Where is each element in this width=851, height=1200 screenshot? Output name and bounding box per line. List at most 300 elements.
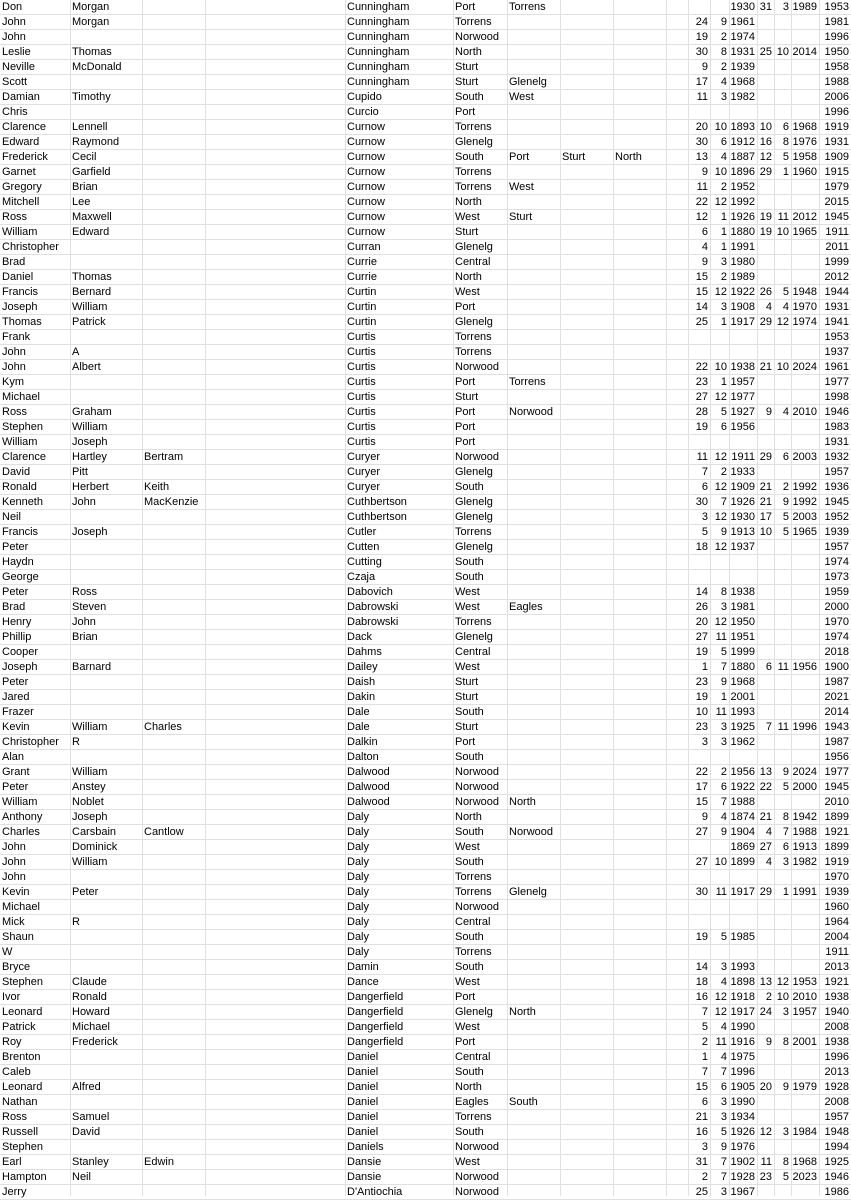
birth-year-cell[interactable]: 1913 — [730, 526, 755, 538]
death-year-cell[interactable] — [791, 630, 819, 645]
club-2-cell[interactable]: Norwood — [509, 406, 554, 418]
death-month-cell[interactable] — [774, 540, 791, 555]
middle-name-cell[interactable]: Alfred — [72, 1081, 101, 1093]
club-3-cell[interactable] — [560, 1020, 613, 1035]
first-name-cell[interactable]: Damian — [2, 91, 40, 103]
club-3-cell[interactable] — [560, 975, 613, 990]
club-4-cell[interactable] — [613, 855, 666, 870]
birth-year-cell[interactable] — [729, 330, 757, 345]
club-3-cell[interactable] — [560, 105, 613, 120]
club-3-cell[interactable] — [560, 45, 613, 60]
death-year-cell[interactable]: 1982 — [792, 856, 817, 868]
first-name-cell[interactable]: Chris — [2, 106, 28, 118]
birth-month-cell[interactable]: 7 — [720, 1171, 727, 1183]
birth-year-cell[interactable]: 1925 — [730, 721, 755, 733]
birth-day-cell[interactable]: 10 — [695, 706, 708, 718]
second-middle-name-cell[interactable]: MacKenzie — [144, 496, 199, 508]
birth-day-cell[interactable]: 23 — [695, 676, 708, 688]
birth-month-cell[interactable]: 10 — [714, 166, 727, 178]
death-month-cell[interactable]: 4 — [782, 406, 789, 418]
debut-year-cell[interactable]: 1956 — [824, 751, 849, 763]
club-1-cell[interactable]: Norwood — [455, 361, 500, 373]
club-3-cell[interactable] — [560, 930, 613, 945]
club-2-cell[interactable] — [507, 330, 560, 345]
birth-month-cell[interactable]: 12 — [714, 541, 727, 553]
death-day-cell[interactable] — [757, 615, 774, 630]
club-1-cell[interactable]: South — [455, 1126, 484, 1138]
first-name-cell[interactable]: Leonard — [2, 1081, 43, 1093]
club-3-cell[interactable] — [560, 675, 613, 690]
surname-cell[interactable]: Curnow — [347, 226, 385, 238]
birth-month-cell[interactable] — [710, 345, 729, 360]
club-4-cell[interactable] — [613, 555, 666, 570]
club-2-cell[interactable] — [507, 615, 560, 630]
club-4-cell[interactable] — [613, 615, 666, 630]
death-day-cell[interactable]: 21 — [759, 496, 772, 508]
birth-month-cell[interactable]: 1 — [720, 211, 727, 223]
club-1-cell[interactable]: Port — [455, 991, 476, 1003]
club-1-cell[interactable]: South — [455, 481, 484, 493]
death-month-cell[interactable]: 11 — [777, 211, 789, 223]
middle-name-cell[interactable]: Albert — [72, 361, 101, 373]
surname-cell[interactable]: Curyer — [347, 466, 381, 478]
club-2-cell[interactable] — [507, 45, 560, 60]
death-day-cell[interactable]: 26 — [759, 286, 772, 298]
death-month-cell[interactable]: 2 — [782, 481, 789, 493]
club-1-cell[interactable]: South — [455, 856, 484, 868]
birth-year-cell[interactable]: 1956 — [730, 421, 755, 433]
club-1-cell[interactable]: Port — [455, 421, 476, 433]
death-year-cell[interactable]: 1965 — [792, 226, 817, 238]
middle-name-cell[interactable] — [70, 675, 142, 690]
club-1-cell[interactable]: Sturt — [455, 721, 479, 733]
club-4-cell[interactable] — [613, 315, 666, 330]
club-2-cell[interactable] — [507, 60, 560, 75]
death-year-cell[interactable] — [791, 915, 819, 930]
birth-year-cell[interactable] — [729, 105, 757, 120]
club-1-cell[interactable]: Torrens — [455, 346, 492, 358]
birth-year-cell[interactable]: 1869 — [730, 841, 755, 853]
birth-day-cell[interactable]: 9 — [701, 61, 708, 73]
first-name-cell[interactable]: Patrick — [2, 1021, 36, 1033]
club-2-cell[interactable] — [507, 225, 560, 240]
death-month-cell[interactable] — [774, 105, 791, 120]
death-year-cell[interactable]: 1991 — [792, 886, 817, 898]
club-1-cell[interactable]: Glenelg — [455, 496, 493, 508]
death-day-cell[interactable] — [757, 600, 774, 615]
club-2-cell[interactable] — [507, 960, 560, 975]
death-year-cell[interactable]: 2010 — [792, 991, 817, 1003]
club-4-cell[interactable] — [613, 390, 666, 405]
birth-month-cell[interactable] — [710, 555, 729, 570]
death-day-cell[interactable]: 7 — [765, 721, 772, 733]
death-month-cell[interactable] — [774, 1020, 791, 1035]
club-3-cell[interactable] — [560, 615, 613, 630]
debut-year-cell[interactable]: 1936 — [824, 481, 849, 493]
surname-cell[interactable]: Dabovich — [347, 586, 393, 598]
club-1-cell[interactable]: Glenelg — [455, 1006, 493, 1018]
debut-year-cell[interactable]: 1953 — [824, 331, 849, 343]
death-year-cell[interactable] — [791, 615, 819, 630]
surname-cell[interactable]: Curcio — [347, 106, 379, 118]
surname-cell[interactable]: Curran — [347, 241, 381, 253]
birth-year-cell[interactable]: 1939 — [730, 61, 755, 73]
club-4-cell[interactable] — [613, 915, 666, 930]
death-day-cell[interactable] — [757, 945, 774, 960]
club-2-cell[interactable] — [507, 195, 560, 210]
birth-year-cell[interactable]: 1922 — [730, 286, 755, 298]
club-1-cell[interactable]: Glenelg — [455, 316, 493, 328]
second-middle-name-cell[interactable] — [142, 210, 205, 225]
club-4-cell[interactable] — [613, 840, 666, 855]
death-day-cell[interactable] — [757, 870, 774, 885]
death-year-cell[interactable] — [791, 600, 819, 615]
debut-year-cell[interactable]: 1915 — [824, 166, 849, 178]
club-3-cell[interactable] — [560, 540, 613, 555]
birth-year-cell[interactable]: 1908 — [730, 301, 755, 313]
death-month-cell[interactable] — [774, 30, 791, 45]
death-year-cell[interactable] — [791, 690, 819, 705]
birth-day-cell[interactable]: 9 — [701, 811, 708, 823]
club-3-cell[interactable]: Sturt — [562, 151, 586, 163]
second-middle-name-cell[interactable] — [142, 1185, 205, 1200]
second-middle-name-cell[interactable] — [142, 270, 205, 285]
surname-cell[interactable]: Curtis — [347, 361, 376, 373]
death-day-cell[interactable] — [757, 180, 774, 195]
surname-cell[interactable]: Curtis — [347, 376, 376, 388]
club-4-cell[interactable] — [613, 30, 666, 45]
club-1-cell[interactable]: Torrens — [455, 871, 492, 883]
club-1-cell[interactable]: Sturt — [455, 61, 479, 73]
death-month-cell[interactable]: 9 — [782, 1081, 789, 1093]
death-year-cell[interactable]: 1942 — [792, 811, 817, 823]
death-month-cell[interactable] — [774, 945, 791, 960]
death-day-cell[interactable] — [757, 675, 774, 690]
death-year-cell[interactable] — [791, 15, 819, 30]
death-month-cell[interactable]: 10 — [776, 991, 789, 1003]
death-day-cell[interactable]: 13 — [759, 766, 772, 778]
first-name-cell[interactable]: Garnet — [2, 166, 36, 178]
middle-name-cell[interactable]: A — [72, 346, 80, 358]
club-3-cell[interactable] — [560, 15, 613, 30]
middle-name-cell[interactable] — [70, 570, 142, 585]
club-2-cell[interactable]: Glenelg — [509, 76, 547, 88]
surname-cell[interactable]: Cunningham — [347, 76, 410, 88]
birth-month-cell[interactable]: 4 — [720, 151, 727, 163]
surname-cell[interactable]: Daniels — [347, 1141, 384, 1153]
surname-cell[interactable]: Dahms — [347, 646, 382, 658]
club-2-cell[interactable] — [507, 555, 560, 570]
birth-year-cell[interactable]: 1911 — [731, 451, 755, 463]
birth-year-cell[interactable]: 1874 — [730, 811, 755, 823]
club-3-cell[interactable] — [560, 510, 613, 525]
birth-month-cell[interactable]: 3 — [720, 721, 727, 733]
club-1-cell[interactable]: Central — [455, 646, 491, 658]
death-month-cell[interactable]: 5 — [782, 151, 789, 163]
club-2-cell[interactable]: Port — [509, 151, 530, 163]
debut-year-cell[interactable]: 1900 — [824, 661, 849, 673]
club-2-cell[interactable] — [507, 345, 560, 360]
club-4-cell[interactable] — [613, 780, 666, 795]
club-2-cell[interactable] — [507, 645, 560, 660]
club-1-cell[interactable]: Norwood — [455, 451, 500, 463]
birth-month-cell[interactable] — [710, 870, 729, 885]
death-month-cell[interactable] — [774, 15, 791, 30]
surname-cell[interactable]: Currie — [347, 256, 377, 268]
second-middle-name-cell[interactable] — [142, 810, 205, 825]
birth-day-cell[interactable] — [688, 570, 710, 585]
club-3-cell[interactable] — [560, 405, 613, 420]
club-2-cell[interactable] — [507, 900, 560, 915]
birth-year-cell[interactable]: 1916 — [730, 1036, 755, 1048]
birth-month-cell[interactable]: 12 — [714, 481, 727, 493]
middle-name-cell[interactable]: Timothy — [72, 91, 111, 103]
second-middle-name-cell[interactable] — [142, 555, 205, 570]
birth-year-cell[interactable]: 1887 — [730, 151, 755, 163]
birth-year-cell[interactable]: 1990 — [730, 1096, 755, 1108]
first-name-cell[interactable]: Ross — [2, 406, 28, 418]
birth-year-cell[interactable] — [729, 345, 757, 360]
first-name-cell[interactable]: Frank — [2, 331, 31, 343]
death-month-cell[interactable]: 5 — [782, 286, 789, 298]
middle-name-cell[interactable] — [70, 645, 142, 660]
club-3-cell[interactable] — [560, 315, 613, 330]
birth-day-cell[interactable]: 27 — [695, 826, 708, 838]
death-day-cell[interactable]: 29 — [759, 451, 772, 463]
birth-day-cell[interactable]: 11 — [696, 181, 708, 193]
death-year-cell[interactable] — [791, 270, 819, 285]
birth-day-cell[interactable]: 7 — [701, 1006, 708, 1018]
club-1-cell[interactable]: North — [455, 271, 482, 283]
surname-cell[interactable]: Dangerfield — [347, 1006, 404, 1018]
middle-name-cell[interactable] — [70, 1050, 142, 1065]
birth-month-cell[interactable]: 4 — [720, 76, 727, 88]
club-4-cell[interactable] — [613, 900, 666, 915]
club-4-cell[interactable] — [613, 465, 666, 480]
death-day-cell[interactable] — [757, 630, 774, 645]
death-day-cell[interactable] — [757, 1185, 774, 1200]
club-4-cell[interactable] — [613, 705, 666, 720]
club-4-cell[interactable] — [613, 1020, 666, 1035]
surname-cell[interactable]: Curnow — [347, 136, 385, 148]
surname-cell[interactable]: Daniel — [347, 1081, 379, 1093]
death-year-cell[interactable]: 2024 — [792, 361, 817, 373]
club-3-cell[interactable] — [560, 0, 613, 15]
club-4-cell[interactable] — [613, 1125, 666, 1140]
death-day-cell[interactable] — [757, 735, 774, 750]
birth-day-cell[interactable] — [688, 915, 710, 930]
first-name-cell[interactable]: Brenton — [2, 1051, 41, 1063]
first-name-cell[interactable]: John — [2, 31, 26, 43]
club-2-cell[interactable]: West — [509, 91, 534, 103]
club-3-cell[interactable] — [560, 270, 613, 285]
surname-cell[interactable]: Dale — [347, 706, 370, 718]
club-3-cell[interactable] — [560, 810, 613, 825]
first-name-cell[interactable]: Mitchell — [2, 196, 40, 208]
club-4-cell[interactable] — [613, 120, 666, 135]
middle-name-cell[interactable] — [70, 1065, 142, 1080]
first-name-cell[interactable]: W — [2, 946, 13, 958]
club-2-cell[interactable] — [507, 525, 560, 540]
surname-cell[interactable]: Dailey — [347, 661, 378, 673]
death-day-cell[interactable] — [757, 90, 774, 105]
death-day-cell[interactable]: 25 — [759, 46, 772, 58]
death-day-cell[interactable]: 29 — [759, 166, 772, 178]
debut-year-cell[interactable]: 1950 — [824, 46, 849, 58]
death-year-cell[interactable]: 1913 — [792, 841, 817, 853]
death-year-cell[interactable]: 1958 — [792, 151, 817, 163]
club-3-cell[interactable] — [560, 1065, 613, 1080]
debut-year-cell[interactable]: 1959 — [824, 586, 849, 598]
surname-cell[interactable]: Daly — [347, 886, 370, 898]
death-year-cell[interactable] — [791, 1185, 819, 1200]
birth-day-cell[interactable] — [688, 555, 710, 570]
debut-year-cell[interactable]: 1940 — [824, 1006, 849, 1018]
birth-day-cell[interactable] — [688, 330, 710, 345]
club-2-cell[interactable] — [507, 975, 560, 990]
birth-year-cell[interactable]: 1926 — [730, 211, 755, 223]
second-middle-name-cell[interactable] — [142, 840, 205, 855]
death-year-cell[interactable] — [791, 375, 819, 390]
birth-month-cell[interactable]: 8 — [720, 46, 727, 58]
birth-year-cell[interactable]: 1905 — [730, 1081, 755, 1093]
death-year-cell[interactable]: 1953 — [792, 976, 817, 988]
death-month-cell[interactable] — [774, 600, 791, 615]
second-middle-name-cell[interactable] — [142, 285, 205, 300]
birth-year-cell[interactable]: 1990 — [730, 1021, 755, 1033]
club-4-cell[interactable] — [613, 795, 666, 810]
middle-name-cell[interactable] — [70, 540, 142, 555]
club-1-cell[interactable]: Port — [455, 406, 476, 418]
death-day-cell[interactable] — [757, 690, 774, 705]
debut-year-cell[interactable]: 1974 — [824, 631, 849, 643]
birth-month-cell[interactable]: 2 — [720, 271, 727, 283]
middle-name-cell[interactable]: Howard — [72, 1006, 110, 1018]
death-day-cell[interactable]: 4 — [765, 301, 772, 313]
first-name-cell[interactable]: Peter — [2, 586, 29, 598]
debut-year-cell[interactable]: 1919 — [824, 121, 849, 133]
death-year-cell[interactable]: 1979 — [792, 1081, 817, 1093]
death-day-cell[interactable] — [757, 345, 774, 360]
first-name-cell[interactable]: Ronald — [2, 481, 37, 493]
middle-name-cell[interactable] — [70, 105, 142, 120]
birth-day-cell[interactable]: 5 — [701, 1021, 708, 1033]
birth-year-cell[interactable] — [729, 570, 757, 585]
club-3-cell[interactable] — [560, 390, 613, 405]
club-3-cell[interactable] — [560, 855, 613, 870]
death-month-cell[interactable] — [774, 735, 791, 750]
club-2-cell[interactable] — [507, 285, 560, 300]
birth-year-cell[interactable]: 1951 — [730, 631, 755, 643]
birth-month-cell[interactable] — [710, 0, 729, 15]
birth-month-cell[interactable]: 3 — [720, 961, 727, 973]
debut-year-cell[interactable]: 1986 — [824, 1186, 849, 1198]
middle-name-cell[interactable]: William — [72, 301, 108, 313]
birth-month-cell[interactable]: 1 — [720, 376, 727, 388]
club-4-cell[interactable] — [613, 630, 666, 645]
club-3-cell[interactable] — [560, 870, 613, 885]
birth-month-cell[interactable]: 12 — [714, 616, 727, 628]
middle-name-cell[interactable]: Brian — [72, 181, 98, 193]
death-month-cell[interactable] — [774, 870, 791, 885]
birth-month-cell[interactable]: 7 — [720, 1156, 727, 1168]
club-4-cell[interactable] — [613, 420, 666, 435]
club-2-cell[interactable] — [507, 570, 560, 585]
club-4-cell[interactable] — [613, 1140, 666, 1155]
club-2-cell[interactable] — [507, 735, 560, 750]
birth-month-cell[interactable]: 9 — [720, 676, 727, 688]
second-middle-name-cell[interactable] — [142, 585, 205, 600]
death-day-cell[interactable] — [757, 195, 774, 210]
birth-month-cell[interactable]: 9 — [720, 16, 727, 28]
surname-cell[interactable]: Curtis — [347, 436, 376, 448]
birth-month-cell[interactable]: 2 — [720, 181, 727, 193]
death-year-cell[interactable] — [791, 240, 819, 255]
middle-name-cell[interactable]: R — [72, 916, 80, 928]
second-middle-name-cell[interactable] — [142, 435, 205, 450]
first-name-cell[interactable]: Mick — [2, 916, 25, 928]
surname-cell[interactable]: Czaja — [347, 571, 376, 583]
death-year-cell[interactable]: 2023 — [792, 1171, 817, 1183]
first-name-cell[interactable]: Grant — [2, 766, 30, 778]
birth-month-cell[interactable]: 5 — [720, 931, 727, 943]
club-1-cell[interactable]: South — [455, 1066, 484, 1078]
birth-month-cell[interactable]: 4 — [720, 811, 727, 823]
club-1-cell[interactable]: Glenelg — [455, 466, 493, 478]
surname-cell[interactable]: Curtis — [347, 391, 376, 403]
second-middle-name-cell[interactable] — [142, 195, 205, 210]
death-month-cell[interactable]: 4 — [782, 301, 789, 313]
birth-day-cell[interactable]: 2 — [701, 1171, 708, 1183]
club-3-cell[interactable] — [560, 1005, 613, 1020]
club-2-cell[interactable] — [507, 120, 560, 135]
surname-cell[interactable]: Dansie — [347, 1171, 382, 1183]
birth-month-cell[interactable]: 12 — [714, 391, 727, 403]
death-day-cell[interactable]: 13 — [759, 976, 772, 988]
club-1-cell[interactable]: South — [455, 826, 484, 838]
death-day-cell[interactable]: 9 — [765, 1036, 772, 1048]
club-2-cell[interactable]: South — [509, 1096, 538, 1108]
second-middle-name-cell[interactable] — [142, 255, 205, 270]
death-month-cell[interactable] — [774, 1095, 791, 1110]
birth-day-cell[interactable]: 15 — [695, 271, 708, 283]
club-1-cell[interactable]: South — [455, 931, 484, 943]
death-month-cell[interactable]: 3 — [782, 1006, 789, 1018]
surname-cell[interactable]: Daniel — [347, 1051, 379, 1063]
birth-day-cell[interactable]: 22 — [695, 361, 708, 373]
second-middle-name-cell[interactable] — [142, 915, 205, 930]
club-4-cell[interactable] — [613, 870, 666, 885]
surname-cell[interactable]: Cuthbertson — [347, 511, 407, 523]
birth-month-cell[interactable]: 6 — [720, 421, 727, 433]
birth-day-cell[interactable]: 24 — [695, 16, 708, 28]
death-day-cell[interactable]: 29 — [759, 886, 772, 898]
death-month-cell[interactable]: 5 — [782, 511, 789, 523]
club-1-cell[interactable]: Torrens — [455, 526, 492, 538]
death-month-cell[interactable] — [774, 270, 791, 285]
first-name-cell[interactable]: David — [2, 466, 31, 478]
debut-year-cell[interactable]: 1946 — [824, 1171, 849, 1183]
club-4-cell[interactable] — [613, 300, 666, 315]
death-year-cell[interactable] — [791, 255, 819, 270]
first-name-cell[interactable]: Thomas — [2, 316, 42, 328]
first-name-cell[interactable]: Brad — [2, 601, 26, 613]
first-name-cell[interactable]: Scott — [2, 76, 28, 88]
first-name-cell[interactable]: Leslie — [2, 46, 31, 58]
birth-month-cell[interactable]: 5 — [720, 646, 727, 658]
club-3-cell[interactable] — [560, 645, 613, 660]
second-middle-name-cell[interactable] — [142, 105, 205, 120]
